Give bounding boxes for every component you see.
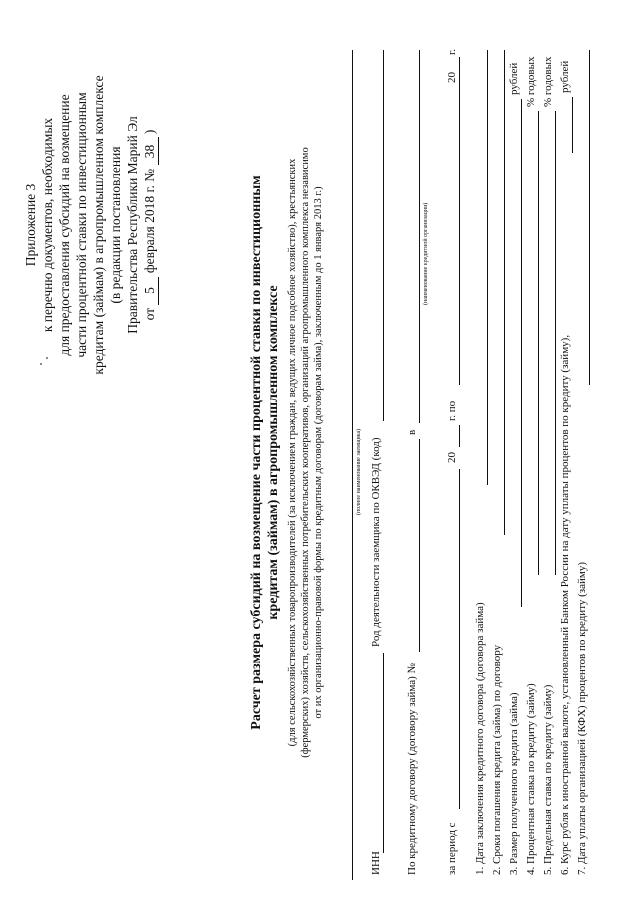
appendix-line: части процентной ставки по инвестиционным [74, 92, 89, 358]
scan-speck [46, 357, 48, 359]
item-5: 5. Предельная ставка по кредиту (займу) [542, 684, 554, 875]
item-4-field[interactable] [538, 111, 539, 575]
appendix-number: 38 [141, 137, 159, 165]
appendix-line: для предоставления субсидий на возмещение [57, 94, 72, 356]
item-1: 1. Дата заключения кредитного договора (договора займа) [474, 602, 486, 875]
inn-label: ИНН [370, 851, 382, 875]
borrower-name-line[interactable] [352, 50, 353, 880]
appendix-block [22, 75, 159, 375]
period-year1-field[interactable] [459, 425, 460, 447]
okved-label: Род деятельности заемщика по ОКВЭД (код) [370, 437, 382, 647]
contract-number-field[interactable] [419, 439, 420, 652]
period-end-label: г. [446, 48, 458, 55]
appendix-line: кредитам (займам) в агропромышленном комплексе [91, 75, 106, 375]
period-year2-field[interactable] [459, 57, 460, 67]
item-3-field[interactable] [521, 99, 522, 607]
period-from-label: за период с [446, 822, 458, 875]
period-end-field[interactable] [459, 65, 460, 385]
period-mid-label: г. по [446, 400, 458, 421]
okved-field[interactable] [383, 50, 384, 421]
item-4-unit: % годовых [525, 56, 537, 107]
item-7: 7. Дата уплаты организацией (КФХ) процентов по кредиту (займу) [576, 561, 588, 875]
contract-label: По кредитному договору (договору займа) № [406, 662, 418, 875]
period-start-field[interactable] [459, 469, 460, 809]
creditor-caption: (наименование кредитной организации) [423, 202, 429, 305]
item-2: 2. Сроки погашения кредита (займа) по договору [491, 644, 503, 875]
appendix-line: (в редакции постановления [108, 146, 123, 304]
appendix-day: 5 [141, 277, 159, 305]
appendix-heading: Приложение 3 [23, 183, 38, 267]
item-4: 4. Процентная ставка по кредиту (займу) [525, 683, 537, 875]
item-6: 6. Курс рубля к иностранной валюте, установленный Банком России на дату уплаты процентов по кредиту (займу), [559, 334, 571, 875]
period-year1: 20 [446, 452, 458, 463]
document-subtitle: (для сельскохозяйственных товаропроизводителей (за исключением граждан, ведущих личное подсобное хозяйство), крестьянских (фермерских) хозяйств, сельскохозяйственных потребительских кооперативов, организаций агропромышленного комплекса независимо от их организационно-правовой формы по кредитным договорам (договорам займа), заключенным до 1 января 2013 г.) [287, 147, 324, 758]
item-3-unit: рублей [508, 62, 520, 95]
scan-speck [40, 363, 42, 365]
item-2-field[interactable] [504, 50, 505, 535]
appendix-line: к перечню документов, необходимых [40, 117, 55, 333]
in-label: в [406, 429, 418, 435]
item-6-unit: рублей [559, 60, 571, 93]
appendix-date-line: от 5 февраля 2018 г. № 38 ) [142, 129, 157, 321]
item-5-unit: % годовых [542, 56, 554, 107]
borrower-caption: (полное наименование заемщика) [356, 428, 362, 515]
item-6-field[interactable] [572, 97, 573, 153]
document-title: Расчет размера субсидий на возмещение части процентной ставки по инвестиционным кредитам (займам) в агропромышленном комплексе [249, 175, 281, 730]
creditor-field[interactable] [419, 50, 420, 423]
appendix-line: Правительства Республики Марий Эл [125, 116, 140, 334]
item-3: 3. Размер полученного кредита (займа) [508, 692, 520, 875]
period-year2: 20 [446, 72, 458, 83]
inn-field[interactable] [383, 653, 384, 853]
item-1-field[interactable] [487, 50, 488, 485]
item-5-field[interactable] [555, 111, 556, 575]
item-7-field[interactable] [589, 50, 590, 385]
